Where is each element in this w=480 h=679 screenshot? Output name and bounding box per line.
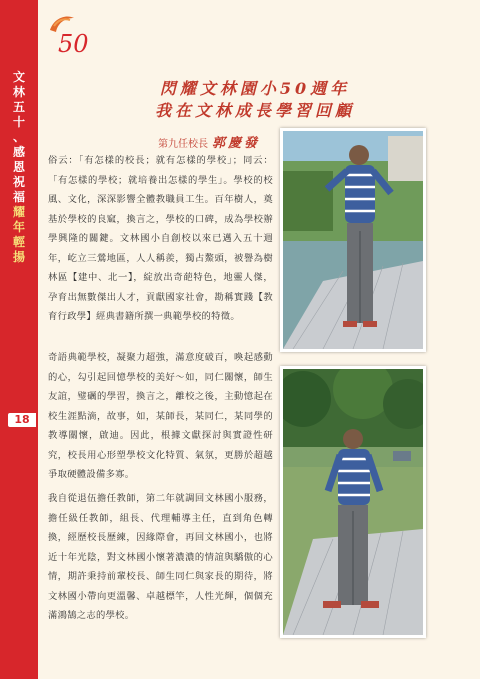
page-number: 18 — [8, 413, 36, 427]
sidebar-char: 福 — [12, 190, 25, 204]
sidebar-char: 林 — [12, 85, 25, 99]
author-line — [158, 132, 260, 151]
article-title — [90, 78, 420, 122]
paragraph-3: 我自從退伍擔任教師，第二年就調回文林國小服務，擔任級任教師，組長、代理輔導主任，直到角色轉換，經歷校長歷練，因緣際會，再回文林國小，也將近十年光陰，對文林國小懷著濃濃的情誼與驕傲的心情，期許秉持前輩校長、師生同仁與家長的期待，將文林國小帶向更溫馨、卓越標竿，人性光輝，個個充滿鴻鵠之志的學校。 — [48, 493, 273, 621]
sidebar-char-highlight: 輕 — [12, 235, 25, 249]
sidebar-char: 感 — [12, 145, 25, 159]
sidebar-char: 五 — [12, 100, 25, 114]
sidebar-char: 文 — [12, 70, 25, 84]
photo-principal-2 — [280, 366, 426, 638]
title-line-1: 閃耀文林園小50週年 — [159, 79, 351, 98]
paragraph-2: 奇語典範學校，凝聚力超強，滿意度破百，喚起感動的心，勾引起回憶學校的美好～如，同仁關懷，師生友誼，璧礪的學習，換言之，離校之後，主動憶起在校生涯點滴，故事，如，某師長，某同仁，某同學的教導關懷，啟迪。因此，根據文獻探討與實證性研究，校長用心形塑學校文化特質、氣氛，更勝於超越爭取硬體設備多寡。 — [48, 352, 273, 480]
sidebar-char-highlight: 揚 — [12, 250, 25, 264]
photo-principal-1 — [280, 128, 426, 352]
sidebar-char: 、 — [12, 130, 25, 144]
sidebar-char-highlight: 耀 — [12, 205, 25, 219]
sidebar-char: 十 — [12, 115, 25, 129]
paragraph-1: 俗云：「有怎樣的校長；就有怎樣的學校」；同云：「有怎樣的學校；就培養出怎樣的學生」。學校的校風、文化，深深影響全體教職員工生。百年樹人，奠基於學校的良窳，換言之，學校的口碑，成為學校辦學興隆的關鍵。文林國小自創校以來已邁入五十週年，屹立三鶯地區，人人稱羨，獨占鰲頭，被譽為樹林區【建中、北一】，綻放出奇葩特色，地靈人傑，孕育出無數傑出人才，貢獻國家社會，勘稱實踐【教育行政學】經典書籍所撰一典範學校的特徵。 — [48, 155, 273, 322]
sidebar-char: 祝 — [12, 175, 25, 189]
title-line-2: 我在文林成長學習回顧 — [154, 101, 355, 120]
author-name: 郭慶發 — [212, 136, 261, 151]
sidebar-title — [0, 70, 38, 265]
logo-text: 50 — [58, 30, 89, 58]
sidebar — [0, 0, 38, 679]
author-role: 第九任校長 — [158, 139, 208, 150]
anniversary-logo — [44, 10, 96, 58]
sidebar-char-highlight: 年 — [12, 220, 25, 234]
sidebar-char: 恩 — [12, 160, 25, 174]
